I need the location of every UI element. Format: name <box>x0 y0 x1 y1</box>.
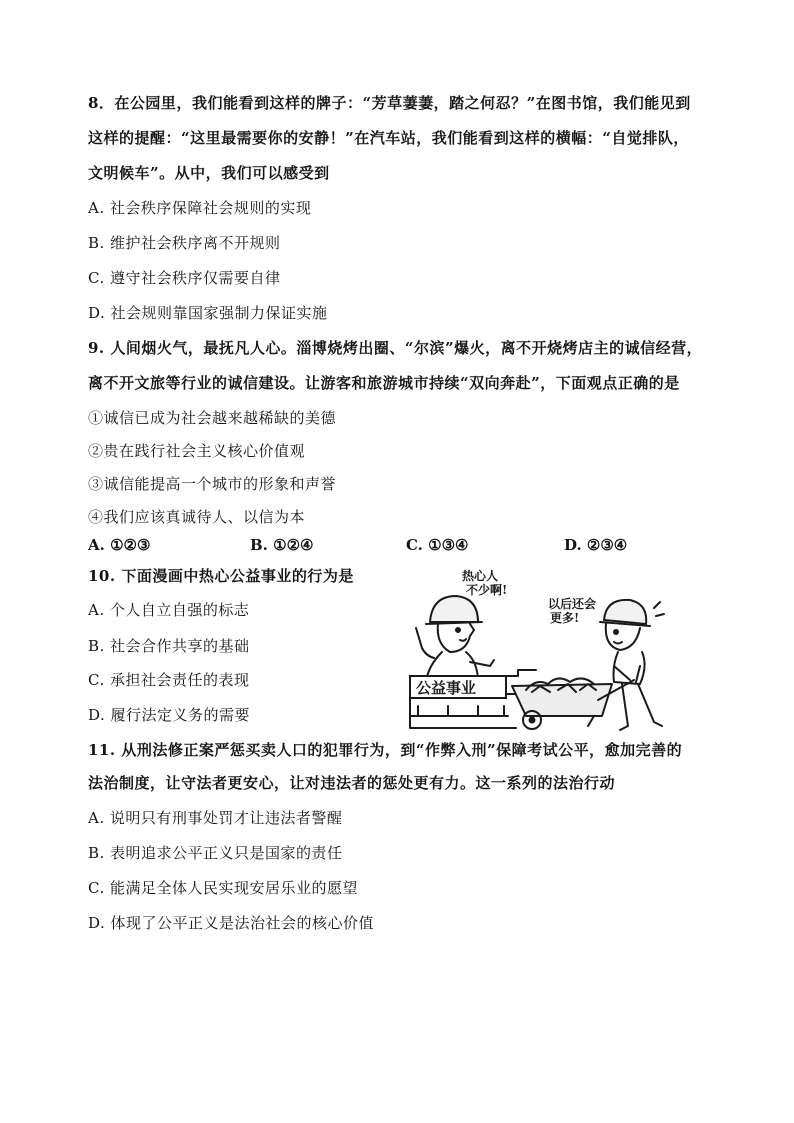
q11-stem-line-2: 法治制度，让守法者更安心，让对违法者的惩处更有力。这一系列的法治行动 <box>88 774 616 792</box>
speech-left-line-1: 热心人 <box>462 569 499 583</box>
speech-right-line-2: 更多! <box>550 611 580 625</box>
right-figure-helmet <box>604 600 646 624</box>
q9-option-c: C. ①③④ <box>406 536 469 554</box>
speech-left-line-2: 不少啊! <box>466 583 508 597</box>
q11-option-d: D. 体现了公平正义是法治社会的核心价值 <box>88 914 375 932</box>
speech-right-line-1: 以后还会 <box>548 597 597 611</box>
q9-statement-4: ④我们应该真诚待人、以信为本 <box>88 508 306 526</box>
q10-option-c: C. 承担社会责任的表现 <box>88 671 250 689</box>
q9-statement-1: ①诚信已成为社会越来越稀缺的美德 <box>88 409 337 427</box>
q11-option-c: C. 能满足全体人民实现安居乐业的愿望 <box>88 879 358 897</box>
left-figure-helmet <box>430 596 478 622</box>
q11-stem-line-1: 11. 从刑法修正案严惩买卖人口的犯罪行为，到“作弊入刑”保障考试公平，愈加完善的 <box>88 741 683 759</box>
q8-stem-line-3: 文明候车”。从中，我们可以感受到 <box>88 164 330 182</box>
q11-option-a: A. 说明只有刑事处罚才让违法者警醒 <box>88 809 343 827</box>
q10-option-a: A. 个人自立自强的标志 <box>88 601 250 619</box>
q9-options-row <box>88 536 728 556</box>
q8-stem-line-1: 8．在公园里，我们能看到这样的牌子：“芳草萋萋，踏之何忍？”在图书馆，我们能见到 <box>88 94 691 112</box>
q9-stem-line-2: 离不开文旅等行业的诚信建设。让游客和旅游城市持续“双向奔赴”，下面观点正确的是 <box>88 374 680 392</box>
q9-option-d: D. ②③④ <box>564 536 628 554</box>
q10-option-d: D. 履行法定义务的需要 <box>88 706 251 724</box>
q9-option-b: B. ①②④ <box>250 536 314 554</box>
q8-option-a: A. 社会秩序保障社会规则的实现 <box>88 199 312 217</box>
q8-option-d: D. 社会规则靠国家强制力保证实施 <box>88 304 328 322</box>
q10-stem: 10. 下面漫画中热心公益事业的行为是 <box>88 567 354 585</box>
q9-stem-line-1: 9. 人间烟火气，最抚凡人心。淄博烧烤出圈、“尔滨”爆火，离不开烧烤店主的诚信经营， <box>88 339 703 357</box>
q9-statement-3: ③诚信能提高一个城市的形象和声誉 <box>88 475 337 493</box>
right-figure-face <box>606 624 640 650</box>
q9-statement-2: ②贵在践行社会主义核心价值观 <box>88 442 306 460</box>
sign-text: 公益事业 <box>416 679 477 697</box>
q8-option-c: C. 遵守社会秩序仅需要自律 <box>88 269 281 287</box>
q10-option-b: B. 社会合作共享的基础 <box>88 637 250 655</box>
q8-stem-line-2: 这样的提醒：“这里最需要你的安静！”在汽车站，我们能看到这样的横幅：“自觉排队， <box>88 129 689 147</box>
q8-option-b: B. 维护社会秩序离不开规则 <box>88 234 281 252</box>
public-welfare-cartoon <box>408 566 668 732</box>
q11-option-b: B. 表明追求公平正义只是国家的责任 <box>88 844 343 862</box>
q9-option-a: A. ①②③ <box>88 536 151 554</box>
